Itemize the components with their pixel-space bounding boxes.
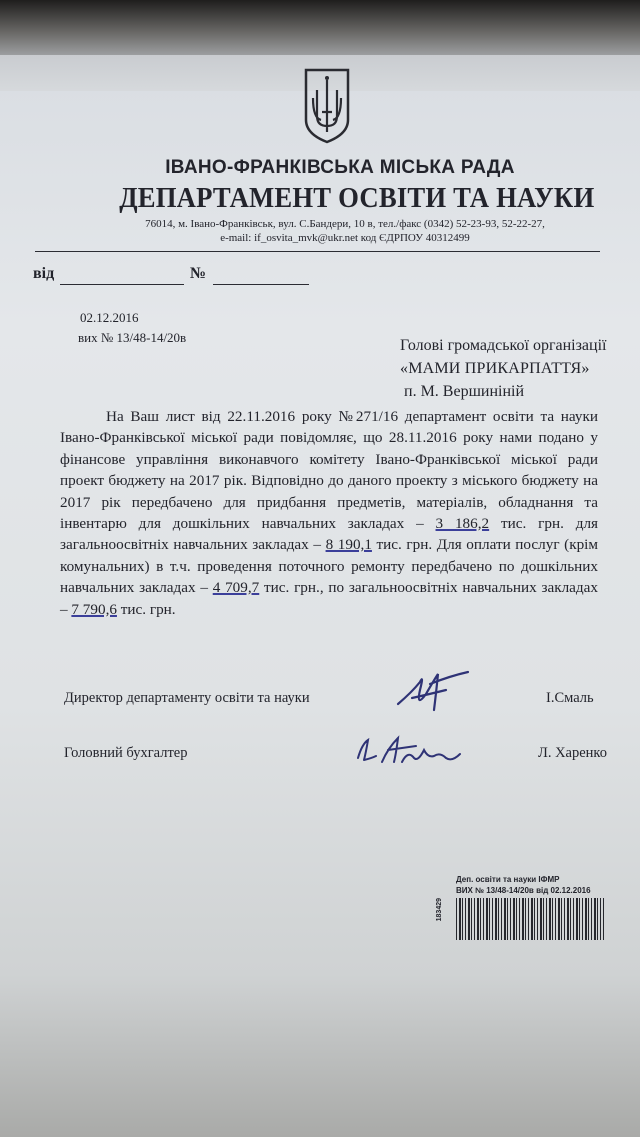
- photo-background: [0, 0, 640, 55]
- barcode-number: 183429: [436, 898, 443, 922]
- accountant-signature-icon: [352, 728, 472, 772]
- addressee-block: [400, 334, 636, 403]
- addressee-name: п. М. Вершиніній: [404, 383, 525, 400]
- director-role: Директор департаменту освіти та науки: [64, 690, 310, 706]
- addressee-line: Голові громадської організації: [400, 337, 607, 354]
- barcode: [456, 898, 604, 940]
- coat-of-arms-icon: [304, 68, 350, 144]
- amount-preschool-services: 4 709,7: [212, 579, 260, 597]
- accountant-name: Л. Харенко: [538, 745, 607, 761]
- accountant-role: Головний бухгалтер: [64, 745, 188, 761]
- director-signature-icon: [390, 664, 480, 724]
- director-name: І.Смаль: [546, 690, 594, 706]
- stamp-text: Деп. освіти та науки ІФМР ВИХ № 13/48-14/20в від 02.12.2016: [456, 875, 591, 895]
- amount-school-services: 7 790,6: [71, 600, 117, 618]
- letter-body: [60, 406, 598, 620]
- from-label: від: [33, 265, 55, 282]
- from-blank-line: [60, 284, 184, 285]
- organization-name: «МАМИ ПРИКАРПАТТЯ»: [400, 360, 590, 377]
- amount-school-goods: 8 190,1: [325, 536, 372, 554]
- email-line: e-mail: if_osvita_mvk@ukr.net код ЄДРПОУ 40312499: [220, 232, 470, 244]
- outgoing-number: вих № 13/48-14/20в: [78, 330, 187, 345]
- body-paragraph: На Ваш лист від 22.11.2016 року №271/16 департамент освіти та науки Івано-Франківської міської ради повідомляє, що 28.11.2016 року нами подано у фінансове управління виконавчого комітету Івано-Франківської міської ради проект бюджету на 2017 рік. Відповідно до даного проекту з міського бюджету на 2017 рік передбачено для придбання предметів, матеріалів, обладнання та інвентарю для дошкільних навчальних закладах – 3 186,2 тис. грн. для загальноосвітніх навчальних закладах – 8 190,1 тис. грн. Для оплати послуг (крім комунальних) в т.ч. проведення поточного ремонту передбачено по дошкільних навчальних закладах – 4 709,7 тис. грн., по загальноосвітніх навчальних закладах – 7 790,6 тис. грн.: [60, 408, 599, 618]
- council-name: ІВАНО-ФРАНКІВСЬКА МІСЬКА РАДА: [165, 157, 515, 178]
- letter-date: 02.12.2016: [80, 310, 139, 325]
- number-label: №: [190, 265, 207, 282]
- header-rule: [35, 251, 600, 252]
- number-blank-line: [213, 284, 309, 285]
- address-line: 76014, м. Івано-Франківськ, вул. С.Бандери, 10 в, тел./факс (0342) 52-23-93, 52-22-27,: [145, 218, 545, 230]
- address-block: [120, 217, 570, 245]
- department-name: ДЕПАРТАМЕНТ ОСВІТИ ТА НАУКИ: [119, 182, 595, 214]
- registration-stamp: [432, 868, 604, 946]
- amount-preschool-goods: 3 186,2: [435, 515, 490, 533]
